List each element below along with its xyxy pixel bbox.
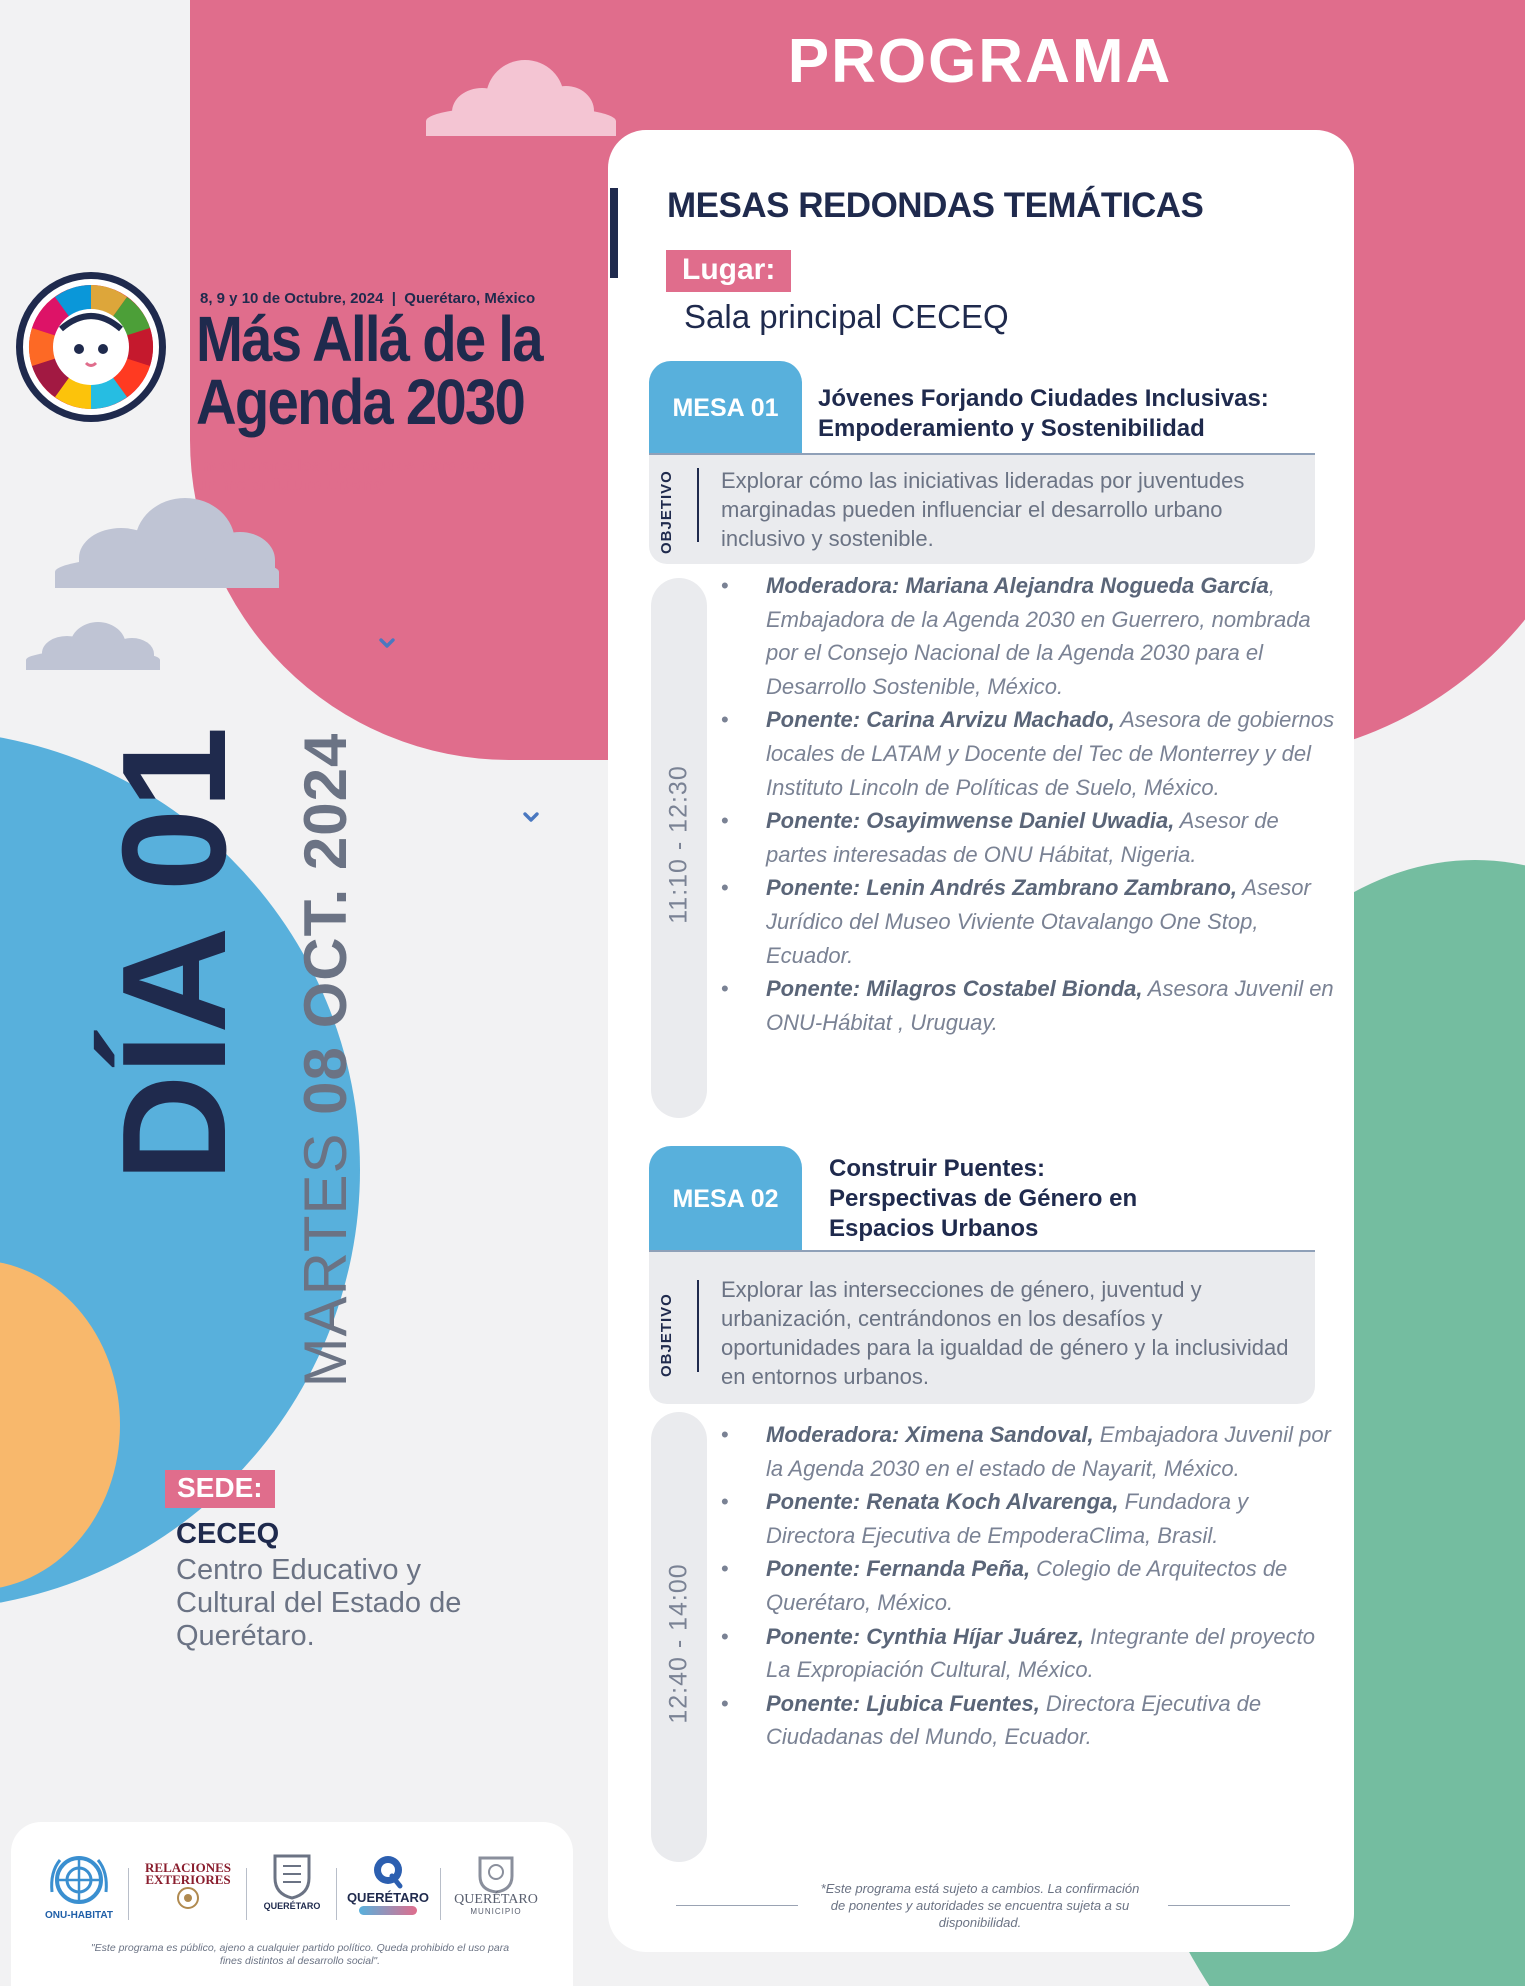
q-letter-icon: [368, 1852, 408, 1892]
queretaro-municipio-logo: [446, 1852, 546, 1918]
queretaro-gobierno-logo: [340, 1852, 436, 1915]
objective-label: OBJETIVO: [658, 470, 675, 554]
speaker-description: Colegio de Arquitectos de Querétaro, México.: [766, 1556, 1288, 1615]
pink-cloud-icon: [426, 60, 616, 136]
mesa-badge: MESA 02: [649, 1146, 802, 1252]
lugar-label: Lugar:: [666, 250, 791, 292]
sdg-wheel-icon: [23, 279, 159, 415]
objective-label: OBJETIVO: [658, 1293, 675, 1377]
program-heading: PROGRAMA: [787, 27, 1173, 96]
time-label: 11:10 - 12:30: [664, 765, 693, 924]
sede-label: SEDE:: [165, 1470, 275, 1508]
day-date-value: 08 OCT. 2024: [292, 732, 359, 1115]
mesa-badge: MESA 01: [649, 361, 802, 455]
speaker-description: Embajadora Juvenil por la Agenda 2030 en el estado de Nayarit, México.: [766, 1422, 1331, 1481]
program-footnote: *Este programa está sujeto a cambios. La confirmación de ponentes y autoridades se encuentra sujeta a su disponibilidad.: [820, 1881, 1140, 1930]
speaker-item: [718, 1687, 1338, 1754]
speaker-description: Asesor de partes interesadas de ONU Hábitat, Nigeria.: [766, 808, 1279, 867]
speaker-name: Ponente: Renata Koch Alvarenga,: [766, 1489, 1119, 1515]
onu-emblem-icon: [46, 1852, 112, 1910]
sre-line1: RELACIONES: [145, 1860, 231, 1875]
chevron-down-icon: [378, 634, 396, 652]
event-title-line1: Más Allá de la: [196, 303, 542, 375]
speaker-name: Ponente: Cynthia Híjar Juárez,: [766, 1623, 1084, 1649]
queretaro-shield-icon: [269, 1852, 315, 1900]
speaker-description: Directora Ejecutiva de Ciudadanas del Mundo, Ecuador.: [766, 1690, 1262, 1750]
estado-queretaro-logo: [252, 1852, 332, 1912]
footnote-line: [676, 1905, 798, 1906]
logo-separator: [246, 1868, 247, 1920]
speaker-name: Moderadora: Mariana Alejandra Nogueda García: [766, 573, 1269, 598]
objective-bar: [697, 1280, 699, 1372]
title-accent-bar: [610, 188, 618, 278]
objective-bar: [697, 468, 699, 542]
event-logo: [16, 272, 166, 422]
speaker-description: Asesora Juvenil en ONU-Hábitat , Uruguay.: [766, 976, 1334, 1035]
speaker-list: [718, 1418, 1338, 1754]
chevron-down-icon: [522, 808, 540, 826]
logo-separator: [440, 1868, 441, 1920]
objective-text: Explorar cómo las iniciativas lideradas por juventudes marginadas pueden influenciar el desarrollo urbano inclusivo y sostenible.: [721, 468, 1245, 551]
speaker-name: Ponente: Osayimwense Daniel Uwadia,: [766, 808, 1175, 834]
speaker-item: [718, 1552, 1338, 1619]
mesa-title: Jóvenes Forjando Ciudades Inclusivas: Empoderamiento y Sostenibilidad: [818, 385, 1269, 442]
speaker-item: [718, 569, 1338, 703]
program-title: MESAS REDONDAS TEMÁTICAS: [667, 186, 1204, 225]
speaker-name: Ponente: Carina Arvizu Machado,: [766, 707, 1115, 733]
logo-separator: [336, 1868, 337, 1920]
speaker-list: [718, 569, 1338, 1039]
speaker-name: Moderadora: Ximena Sandoval,: [766, 1422, 1094, 1447]
day-heading: DÍA 01: [92, 726, 257, 1182]
speaker-item: [718, 1418, 1338, 1485]
speaker-item: [718, 703, 1338, 804]
event-dates-location: 8, 9 y 10 de Octubre, 2024 | Querétaro, México: [200, 290, 536, 307]
time-label: 12:40 - 14:00: [664, 1563, 693, 1724]
lugar-value: Sala principal CECEQ: [684, 298, 1009, 335]
onu-habitat-logo: [38, 1852, 120, 1922]
speaker-item: [718, 972, 1338, 1039]
speaker-item: [718, 1485, 1338, 1552]
queretaro-label: QUERÉTARO: [346, 1890, 430, 1905]
speaker-item: [718, 804, 1338, 871]
speaker-description: , Embajadora de la Agenda 2030 en Guerrero, nombrada por el Consejo Nacional de la Agenda 2030 para el Desarrollo Sostenible, México.: [766, 573, 1311, 699]
logo-separator: [128, 1868, 129, 1920]
municipio-line2: MUNICIPIO: [470, 1907, 522, 1916]
speaker-name: Ponente: Lenin Andrés Zambrano Zambrano,: [766, 875, 1238, 901]
sede-name: CECEQ: [176, 1518, 280, 1550]
mexico-seal-icon: [175, 1886, 201, 1910]
onu-habitat-label: ONU-HABITAT: [45, 1910, 113, 1921]
day-weekday: MARTES: [292, 1132, 359, 1388]
sre-line2: EXTERIORES: [145, 1872, 231, 1887]
day-date: [292, 680, 359, 1440]
municipio-crest-icon: [474, 1852, 518, 1894]
event-title-line2: Agenda 2030: [196, 366, 525, 438]
disclaimer-text: "Este programa es público, ajeno a cualquier partido político. Queda prohibido el uso para fines distintos al desarrollo social".: [90, 1942, 510, 1967]
relaciones-exteriores-logo: [136, 1862, 240, 1910]
speaker-description: Asesora de gobiernos locales de LATAM y Docente del Tec de Monterrey y del Instituto Lincoln de Políticas de Suelo, México.: [766, 707, 1335, 800]
speaker-item: [718, 1620, 1338, 1687]
speaker-name: Ponente: Ljubica Fuentes,: [766, 1690, 1040, 1716]
speaker-name: Ponente: Fernanda Peña,: [766, 1556, 1031, 1582]
gradient-tag: [359, 1906, 417, 1915]
event-tagline: Involucrar a las juventudes para crear un mejor futuro urbano: [196, 456, 503, 494]
speaker-description: Asesor Jurídico del Museo Viviente Otavalango One Stop, Ecuador.: [766, 875, 1311, 968]
footnote-line: [1168, 1905, 1290, 1906]
speaker-description: Fundadora y Directora Ejecutiva de EmpoderaClima, Brasil.: [766, 1489, 1249, 1548]
estado-label: QUERÉTARO: [263, 1901, 321, 1911]
speaker-description: Integrante del proyecto La Expropiación Cultural, México.: [766, 1623, 1316, 1683]
speaker-item: [718, 871, 1338, 972]
sede-address: Centro Educativo y Cultural del Estado de Querétaro.: [176, 1554, 462, 1652]
objective-text: Explorar las intersecciones de género, juventud y urbanización, centrándonos en los desafíos y oportunidades para la igualdad de género y la inclusividad en entornos urbanos.: [721, 1277, 1289, 1389]
mesa-title: Construir Puentes: Perspectivas de Género en Espacios Urbanos: [829, 1155, 1138, 1242]
speaker-name: Ponente: Milagros Costabel Bionda,: [766, 976, 1143, 1002]
municipio-line1: QUERÉTARO: [454, 1892, 538, 1907]
